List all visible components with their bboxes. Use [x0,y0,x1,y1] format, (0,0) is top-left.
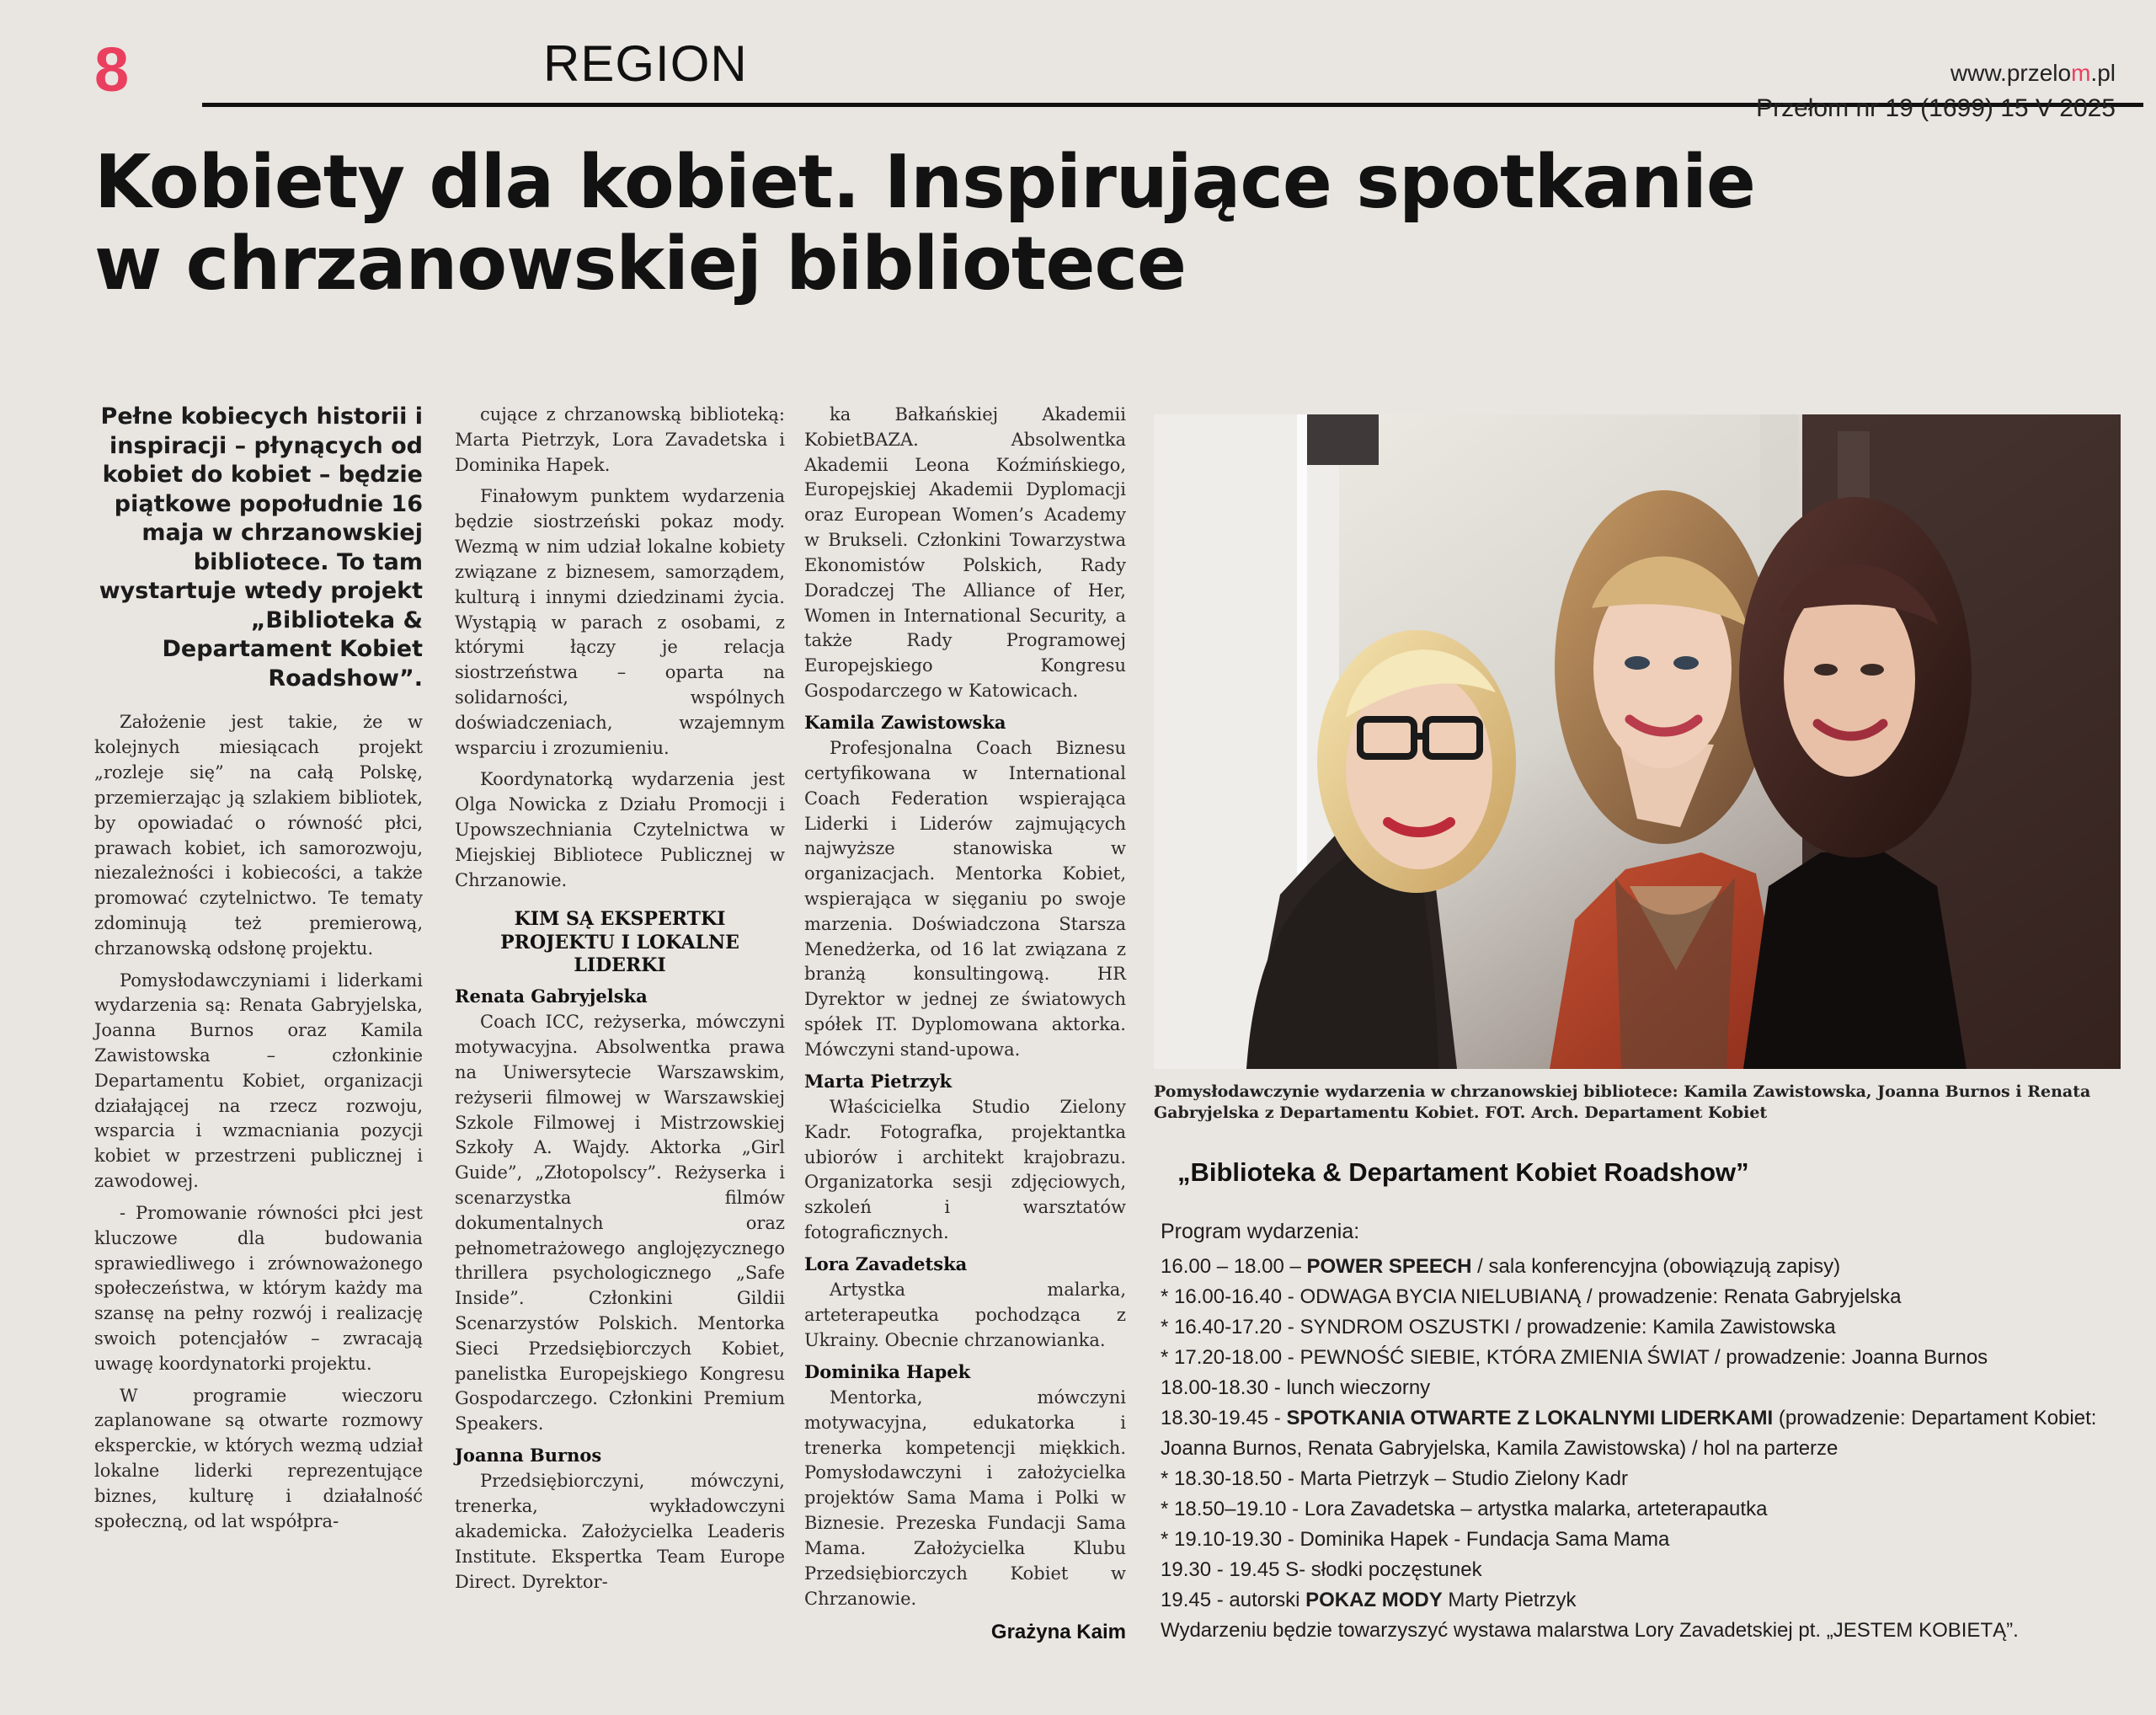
article-author: Grażyna Kaim [990,1621,1126,1644]
program-line: * 16.40-17.20 - SYNDROM OSZUSTKI / prowadzenie: Kamila Zawistowska [1161,1316,1836,1338]
article-headline [94,139,1981,307]
masthead-info [1756,59,2116,122]
experts-subheading: KIM SĄ EKSPERTKI PROJEKTU I LOKALNE LIDERKI [500,908,739,977]
headline-line-1: Kobiety dla kobiet. Inspirujące spotkanie [94,139,1755,225]
program-line: * 17.20-18.00 - PEWNOŚĆ SIEBIE, KTÓRA ZMIENIA ŚWIAT / prowadzenie: Joanna Burnos [1161,1346,1988,1369]
article-column-1 [94,403,423,1541]
program-list [1161,1252,2142,1646]
program-detail: / sala konferencyjna (obowiązują zapisy) [1471,1255,1841,1278]
article-lead: Pełne kobiecych historii i inspiracji – płynących od kobiet do kobiet – będzie piątkowe popołudnie 16 maja w chrzanowskiej bibliotece. To tam wystartuje wtedy projekt „Biblioteka & Departament Kobiet Roadshow”. [99,403,423,692]
article-paragraph: - Promowanie równości płci jest kluczowe dla budowania sprawiedliwego i zrównoważonego społeczeństwa, w którym każdy ma szansę na pełny rozwój i realizację swoich potencjałów – zwracają uwagę koordynatorki projektu. [94,1202,423,1374]
person-name-joanna: Joanna Burnos [455,1445,602,1467]
program-line [1161,1585,2142,1616]
program-line: * 18.30-18.50 - Marta Pietrzyk – Studio Zielony Kadr [1161,1467,1628,1490]
program-line: * 18.50–19.10 - Lora Zavadetska – artystka malarka, arteterapautka [1161,1498,1768,1520]
site-url-suffix: .pl [2090,60,2116,86]
program-time: 18.30-19.45 - [1161,1407,1287,1429]
program-time: 19.45 - autorski [1161,1589,1306,1611]
program-strong: POWER SPEECH [1306,1255,1472,1278]
person-bio-joanna: Przedsiębiorczyni, mówczyni, trenerka, wykładowczyni akademicka. Założycielka Leaderis Institute. Ekspertka Team Europe Direct. Dyrektor- [455,1471,785,1592]
person-name-marta: Marta Pietrzyk [804,1070,953,1092]
person-bio-marta: Właścicielka Studio Zielony Kadr. Fotografka, projektantka ubiorów i architekt krajobrazu. Organizatorka sesji zdjęciowych, szkoleń i warsztatów fotograficznych. [804,1097,1126,1243]
person-name-lora: Lora Zavadetska [804,1253,968,1274]
article-paragraph: cujące z chrzanowską biblioteką: Marta Pietrzyk, Lora Zavadetska i Dominika Hapek. [455,404,785,475]
program-detail: (prowadzenie: Departament Kobiet: Joanna Burnos, Renata Gabryjelska, Kamila Zawistowska) / hol na parterze [1161,1407,2097,1460]
person-bio-lora: Artystka malarka, arteterapeutka pochodząca z Ukrainy. Obecnie chrzanowianka. [804,1280,1126,1350]
program-label: Program wydarzenia: [1161,1220,1360,1243]
person-name-dominika: Dominika Hapek [804,1360,971,1382]
program-line: * 16.00-16.40 - ODWAGA BYCIA NIELUBIANĄ / prowadzenie: Renata Gabryjelska [1161,1285,1902,1308]
article-paragraph: Pomysłodawczyniami i liderkami wydarzenia są: Renata Gabryjelska, Joanna Burnos oraz Kamila Zawistowska – członkinie Departamentu Kobiet, organizacji działającej na rzecz rozwoju, wsparcia i wzmacniania pozycji kobiet w przestrzeni publicznej i zawodowej. [94,970,423,1192]
program-detail: Marty Pietrzyk [1442,1589,1577,1611]
article-paragraph: ka Bałkańskiej Akademii KobietBAZA. Absolwentka Akademii Leona Koźmińskiego, Europejskiej Akademii Dyplomacji oraz European Women’s Academy w Brukseli. Członkini Towarzystwa Ekonomistów Polskich, Rady Doradczej The Alliance of Her, Women in International Security, a także Rady Programowej Europejskiego Kongresu Gospodarczego w Katowicach. [804,404,1126,701]
portrait-photo-illustration [1154,414,2121,1069]
person-name-kamila: Kamila Zawistowska [804,711,1006,733]
article-paragraph: Koordynatorką wydarzenia jest Olga Nowicka z Działu Promocji i Upowszechniania Czytelnictwa w Miejskiej Bibliotece Publicznej w Chrzanowie. [455,769,785,890]
program-line: 18.00-18.30 - lunch wieczorny [1161,1376,1431,1399]
program-line [1161,1403,2142,1464]
person-bio-dominika: Mentorka, mówczyni motywacyjna, edukatorka i trenerka kompetencji miękkich. Pomysłodawczyni i założycielka projektów Sama Mama i Polki w Biznesie. Prezeska Fundacji Sama Mama. Założycielka Klubu Przedsiębiorczych Kobiet w Chrzanowie. [804,1387,1126,1609]
event-program [1161,1149,2142,1673]
photo-caption: Pomysłodawczynie wydarzenia w chrzanowskiej bibliotece: Kamila Zawistowska, Joanna Burnos i Renata Gabryjelska z Departamentu Kobiet. FOT. Arch. Departament Kobiet [1154,1082,2091,1123]
page-number: 8 [94,35,130,104]
program-time: 16.00 – 18.00 – [1161,1255,1307,1278]
site-url-accent: m [2071,60,2091,86]
program-line: Wydarzeniu będzie towarzyszyć wystawa malarstwa Lory Zavadetskiej pt. „JESTEM KOBIETĄ”. [1161,1619,2019,1642]
person-bio-renata: Coach ICC, reżyserka, mówczyni motywacyjna. Absolwentka prawa na Uniwersytecie Warszawskim, reżyserii filmowej w Warszawskiej Szkole Filmowej i Mistrzowskiej Szkoły A. Wajdy. Aktorka „Girl Guide”, „Złotopolscy”. Reżyserka i scenarzystka filmów dokumentalnych oraz pełnometrażowego anglojęzycznego thrillera psychologicznego „Safe Inside”. Członkini Gildii Scenarzystów Polskich. Mentorka Sieci Przedsiębiorczych Kobiet, panelistka Europejskiego Kongresu Gospodarczego. Członkini Premium Speakers. [455,1012,785,1435]
headline-line-2: w chrzanowskiej bibliotece [94,221,1187,307]
program-title: „Biblioteka & Departament Kobiet Roadshow” [1177,1157,1749,1187]
program-strong: POKAZ MODY [1305,1589,1443,1611]
program-strong: SPOTKANIA OTWARTE Z LOKALNYMI LIDERKAMI [1286,1407,1774,1429]
program-line [1161,1252,2142,1282]
article-column-2 [455,403,785,1602]
article-photo [1154,414,2121,1069]
article-column-3 [804,403,1126,1647]
person-bio-kamila: Profesjonalna Coach Biznesu certyfikowana w International Coach Federation wspierająca Liderki i Liderów zajmujących najwyższe stanowiska w organizacjach. Mentorka Kobiet, wspierająca w sięganiu po swoje marzenia. Doświadczona Starsza Menedżerka, od 16 lat związana z branżą konsultingową. HR Dyrektor w jednej ze światowych spółek IT. Dyplomowana aktorka. Mówczyni stand-upowa. [804,738,1126,1060]
issue-line: Przełom nr 19 (1699) 15 V 2025 [1756,93,2116,122]
program-line: * 19.10-19.30 - Dominika Hapek - Fundacja Sama Mama [1161,1528,1670,1551]
program-line: 19.30 - 19.45 S- słodki poczęstunek [1161,1558,1482,1581]
site-url [1756,59,2116,88]
section-title: REGION [543,35,748,92]
person-name-renata: Renata Gabryjelska [455,985,648,1007]
article-paragraph: Założenie jest takie, że w kolejnych miesiącach projekt „rozleje się” na całą Polskę, przemierzając ją szlakiem bibliotek, by opowiadać o równość płci, prawach kobiet, ich samorozwoju, niezależności i kobiecości, a także promować czytelnictwo. Te tematy zdominują też premierową, chrzanowską odsłonę projektu. [94,712,423,959]
site-url-prefix: www.przelo [1950,60,2072,86]
article-paragraph: Finałowym punktem wydarzenia będzie siostrzeński pokaz mody. Wezmą w nim udział lokalne kobiety związane z biznesem, samorządem, kulturą i innymi dziedzinami życia. Wystąpią w parach z osobami, z którymi łączy je relacja siostrzeństwa – oparta na solidarności, wspólnych doświadczeniach, wzajemnym wsparciu i zrozumieniu. [455,486,785,758]
article-paragraph: W programie wieczoru zaplanowane są otwarte rozmowy eksperckie, w których wezmą udział lokalne liderki reprezentujące biznes, kulturę i działalność społeczną, od lat współpra- [94,1385,423,1531]
